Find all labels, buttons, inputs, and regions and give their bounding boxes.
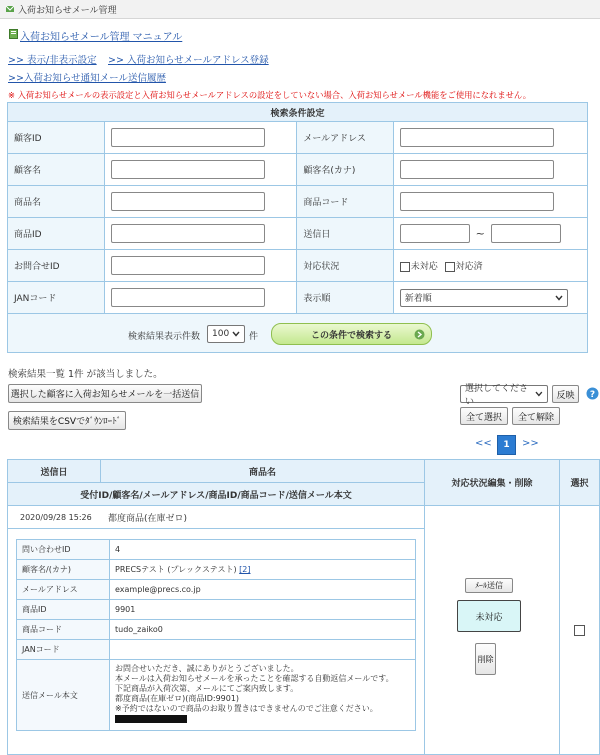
status-handled-label: 対応済	[455, 262, 483, 272]
mail-body-line: 本メールは入荷お知らせメールを承ったことを確認する自動返信メールです。	[115, 674, 394, 683]
label-inquiry-id: お問合せID	[8, 250, 105, 282]
status-unhandled-label: 未対応	[410, 262, 438, 272]
detail-key: 商品コード	[17, 620, 110, 640]
inquiry-id-input[interactable]	[111, 256, 265, 275]
delete-label: 削除	[477, 654, 494, 664]
status-toggle-button[interactable]	[457, 600, 521, 632]
label-customer-kana: 顧客名(カナ)	[297, 154, 393, 186]
detail-value: 9901	[110, 600, 416, 620]
pager-prev[interactable]: <<	[475, 438, 492, 449]
select-all-label: 全て選択	[465, 412, 502, 423]
search-title: 検索条件設定	[8, 103, 588, 122]
results-table	[7, 459, 600, 755]
manual-link[interactable]: 入荷お知らせメール管理 マニュアル	[20, 32, 183, 43]
detail-value: 4	[110, 540, 416, 560]
search-submit-button[interactable]	[271, 323, 432, 345]
chevron-down-icon	[535, 391, 543, 397]
status-handled-checkbox[interactable]	[445, 262, 455, 272]
page-size-unit: 件	[249, 332, 259, 342]
jan-input[interactable]	[111, 288, 265, 307]
send-date-to-input[interactable]	[491, 224, 561, 243]
label-customer-id: 顧客ID	[8, 122, 105, 154]
mail-body-line: 都度商品(在庫ゼロ)(商品ID:9901)	[115, 694, 240, 703]
label-product-id: 商品ID	[8, 218, 105, 250]
row-send-date: 2020/09/28 15:26	[20, 512, 92, 522]
label-product-name: 商品名	[8, 186, 105, 218]
label-jan: JANコード	[8, 282, 105, 314]
sort-order-value: 新着順	[404, 294, 432, 304]
page-size-label: 検索結果表示件数	[128, 332, 201, 342]
col-sub-header: 受付ID/顧客名/メールアドレス/商品ID/商品コード/送信メール本文	[8, 483, 425, 506]
search-submit-label: この条件で検索する	[310, 330, 392, 341]
send-history-link[interactable]: >>入荷お知らせ通知メール送信履歴	[8, 73, 166, 84]
apply-button[interactable]	[552, 385, 579, 403]
detail-value	[110, 640, 416, 660]
detail-value: tudo_zaiko0	[110, 620, 416, 640]
window-titlebar	[0, 0, 600, 19]
label-order: 表示順	[297, 282, 393, 314]
deselect-all-label: 全て解除	[517, 412, 554, 423]
detail-key: メールアドレス	[17, 580, 110, 600]
send-mail-label: ﾒｰﾙ送信	[475, 581, 503, 590]
col-send-date: 送信日	[8, 460, 101, 483]
label-customer-name: 顧客名	[8, 154, 105, 186]
bulk-send-button[interactable]	[8, 384, 202, 403]
detail-key: JANコード	[17, 640, 110, 660]
results-summary: 検索結果一覧 1件 が該当しました。	[8, 369, 163, 380]
label-email: メールアドレス	[297, 122, 393, 154]
chevron-down-icon	[232, 331, 240, 337]
bulk-action-select[interactable]	[460, 384, 548, 407]
pager-current[interactable]: 1	[497, 435, 516, 455]
sort-order-select[interactable]	[400, 289, 568, 307]
date-range-separator: ~	[475, 227, 485, 240]
page-size-value: 100	[212, 329, 230, 339]
csv-download-button[interactable]	[8, 411, 126, 430]
col-status-edit: 対応状況編集・削除	[425, 460, 560, 506]
settings-warning: ※ 入荷お知らせメールの表示設定と入荷お知らせメールアドレスの設定をしていない場合、入荷お知らせメール機能をご使用になれません。	[8, 90, 532, 100]
detail-value: example@precs.co.jp	[110, 580, 416, 600]
pager-next[interactable]: >>	[522, 438, 539, 449]
product-code-input[interactable]	[400, 192, 554, 211]
apply-label: 反映	[556, 390, 575, 401]
row-select-checkbox[interactable]	[574, 625, 585, 636]
svg-text:?: ?	[589, 390, 596, 400]
chevron-down-icon	[555, 295, 563, 301]
deselect-all-button[interactable]	[512, 407, 560, 425]
status-toggle-label: 未対応	[475, 612, 503, 623]
detail-key: 商品ID	[17, 600, 110, 620]
window-title: 入荷お知らせメール管理	[18, 6, 117, 16]
send-date-from-input[interactable]	[400, 224, 470, 243]
search-conditions-table	[7, 102, 588, 353]
status-unhandled-checkbox[interactable]	[400, 262, 410, 272]
csv-download-label: 検索結果をCSVでﾀﾞｳﾝﾛｰﾄﾞ	[12, 417, 122, 427]
address-register-link[interactable]: >> 入荷お知らせメールアドレス登録	[108, 55, 269, 66]
customer-name-input[interactable]	[111, 160, 265, 179]
send-mail-button[interactable]	[465, 578, 513, 593]
detail-value: PRECSテスト (プレックステスト)	[115, 565, 237, 574]
product-id-input[interactable]	[111, 224, 265, 243]
product-name-input[interactable]	[111, 192, 265, 211]
col-product-name: 商品名	[101, 460, 425, 483]
delete-button[interactable]	[475, 643, 496, 675]
mail-body-line: お問合せいただき、誠にありがとうございました。	[115, 664, 299, 673]
customer-id-input[interactable]	[111, 128, 265, 147]
bulk-action-value: 選択してください	[465, 384, 529, 407]
redaction-bar	[115, 715, 187, 723]
detail-key: 問い合わせID	[17, 540, 110, 560]
manual-book-icon	[9, 29, 18, 39]
select-all-button[interactable]	[460, 407, 508, 425]
bulk-send-label: 選択した顧客に入荷お知らせメールを一括送信	[10, 390, 200, 400]
customer-kana-input[interactable]	[400, 160, 554, 179]
col-select: 選択	[560, 460, 600, 506]
mail-body	[110, 660, 416, 731]
mail-body-label: 送信メール本文	[17, 660, 110, 731]
detail-key: 顧客名/(カナ)	[17, 560, 110, 580]
table-row	[8, 506, 600, 755]
customer-link[interactable]: [2]	[239, 565, 251, 574]
help-icon[interactable]	[586, 387, 599, 400]
email-input[interactable]	[400, 128, 554, 147]
page-size-select[interactable]	[207, 325, 245, 343]
row-detail-table	[16, 539, 416, 731]
label-status: 対応状況	[297, 250, 393, 282]
mail-body-line: ※予約ではないので商品のお取り置きはできませんのでご注意ください。	[115, 704, 378, 713]
arrow-right-icon	[414, 329, 425, 340]
label-send-date: 送信日	[297, 218, 393, 250]
mail-manage-icon	[6, 5, 14, 13]
visibility-settings-link[interactable]: >> 表示/非表示設定	[8, 55, 97, 66]
label-product-code: 商品コード	[297, 186, 393, 218]
mail-body-line: 下記商品が入荷次第、メールにてご案内致します。	[115, 684, 299, 693]
row-product-name: 都度商品(在庫ゼロ)	[108, 513, 188, 524]
